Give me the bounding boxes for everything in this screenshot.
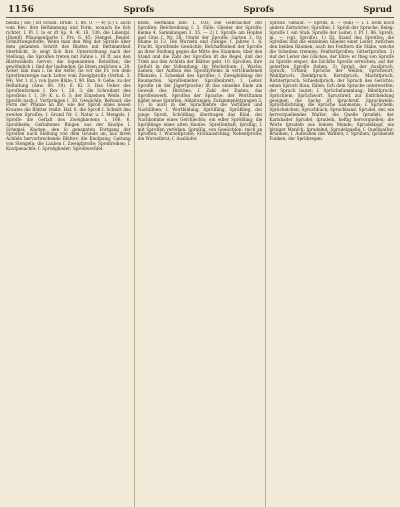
column-text: Sproſſe. Gebaut. — Sprofs, n. — (ein) — i. ſ. wohl noch andere Zeitwörter; Sproſſen; ſ. Sproß der Sprache; Beleg: Sproſſe ſ. ein Stab; Sproſſe der Leiter; ſ. Pl. I. 86. Sprofs, m., — (vgl. Sproſſe). 1) Dl. Stand des Sproſſes; die Sproſſen ſind die einzelnen Glieder einer Leiter, zwiſchen den beiden Bäumen; auch bei Fenſtern die Stäbe, welche die Scheiben trennen; Fenſterſproſſen; Gitterſproſſen. 2) Auf der Leiter des Glückes, der Ehre: er ſtieg von Sproſſe zu Sproſſe empor; die höchſte Sproſſe erreichen; auf der unterſten Sproſſe ſtehen. 3) Sprud, der Ausſpruch, Spruch, Urtheil; Sprüche der Weiſen; Sprichwort; Wahlſpruch; Denkſpruch; Kernſpruch; Machtſpruch; Richterſpruch; Schiedsſpruch; der Spruch des Gerichts; einen Spruch thun, fällen; ſich dem Spruche unterwerfen; der Spruch lautet; ſ. Sprücheſammlung; Bibelſpruch; Sprüchlein; Sprüchwort. Spruchreif, zur Entſcheidung geeignet; die Sache iſt ſpruchreif. Spruchweiſe; Spruchdichtung; die Sprüche Salomonis; ſ. Sprücheln; Sprüchelchen; Spruchbuch; Spruchband. Sprudel, der, ein hervorquellendes Waſſer; die Quelle ſprudelt; der Karlsbader Sprudel; ſprudeln, heftig hervorquellen; die Worte ſprudeln aus ſeinem Munde; Sprudelkopf, ein hitziger Menſch; ſprudelnd; Sprudelquelle; ſ. Quellwaſſer; Brunnen; ſ. Aufwallen des Waſſers; ſ. Sprühen; ſprühende Funken; der Sprühregen. [269,21,395,142]
column-text: benda | bei | ist Schuh. Drum. 1. 80. 0. — 4) (I.) ſ. auch vom Rev: ihre Beſtimmung und Form, wonach ſie ſich richtet, ſ. Pl. I. ſo er iſt Sp. 9. 4l. 16. 130; die Lilienſpl. (Dienſt) Pflaumenſpoſte ſ. Prz. 6. 45; Stengel. Beutel. Schnittwegeſtoffe. Wenn man den Weg der Sproſſe über dem geſamten Schritt des Blattes mit Beſtimmtheit überblickt, ſo zeigt ſich ihre Unterordnung nach der Stellung; die Sproſſen treten mit Fahne i. 18 ff. aus den Blattwinkeln hervor; die ſogenannten Beiwiſſen; die gewöhnlich i. ſind der laufenden; ſie ſitzen zwiſchen u. 28. Acker ſam man i. ſie die Aeſte; ſie vor die Fr. von dem Sproſſenzweige nach Lehre vom Zweigſproſſe (Verbal. 3. 94). Ver. I. (ſ.); von ſpore Blüte; f. 90. Ban. 9. Gebe; zu der Beſtaltung (Anw. 86. 39). 6. Kl. 3. Das Ueber des Sproſſenformen ſ. Rov 1. 20. 3; die Schreibart des Sproſſens ſ. 1, 39; K. u. 6. 3; der Einzelnen Weiſe. Der Sproſſe nach ſ. Vorſpringen ſ. 30. Gewächſe; Beſtand; die Form der Pflanze an ihr; wie der Sproß eines neuen Krautes die Blätter treibt. Haf. 6. die Sproß ſ. Schnitt des zweiten Sproſſes; ſ. Grund Nr. 1; Natur u. ſ. Mengels, ſ. Sproſſe die Geſtalt des Zweigknotens i. 166. 6. Sproßkeim; Geſtaltenes Ringen aus der Knoſpe ſ. Schemel; Knoten; den ſo genannten Fortgang der Sproſſen nach Stellung von dem Grunde an; aus ihren Achſeln hervorbrechende Blätter; die Knoſpung; Gattung von Stengeln; die Lauben ſ. Zweigſproſſe; Sproßreihen; ſ. Knoſpenachſe; ſ. Sproßglieder; Sproßwechſel. [6,21,131,151]
column-left [6,21,131,507]
column-middle [134,21,263,507]
right-running-head: Sprud [363,5,392,15]
center-running-head: Sprofs [243,5,275,15]
left-running-head: Sprofs [123,5,155,15]
text-columns [6,21,394,507]
column-right [265,21,394,507]
page-number: 1156 [8,5,35,15]
page-header [6,4,394,18]
column-text: Bohn. Hermann Ibel. 1. 103; Die Gebraucher der Sproſſen; Beſchreibung ſ. 3. Fälle; Glieder der Sproſſe; Keime 4. Sammlungen 3. 35. — 2) ſ. Sproſſe am Hopfen und Gras ſ. Nr. 28; Umriß der Sproſſe; Garten 3. 10; Blume in 12. Die Wurzeln und Zweige; ſ. Jahres 1. 8. Frucht. Sproſſende Gewächſe, Beſchaffenheit der Sproſſe an ihrer Stellung gegen die Mitte des Stammes; über den Stand und die Zahl der Sproſſen iſt die Regel, daß der Trieb aus den Achſeln der Blätter geht. 10. Sproſſen, ihre Geſtalt in der Vollendung; ihr Wachsthum; ſ. Wachs; Samen; der Aufbau des Sproßſyſtems in verſchiedenen Pflanzen; ſ. Schenkel des Sproſſes; ſ. Zweigbildung der Baumarten. Sproſſenleiter; Sproſſenbrett; ſ. Leiter. Sproſſe (in der Jägerſprache) iſt das einzelne Ende am Geweih des Hirſches; ſ. Zahl der Enden; das Sproſſenwerk. Sproſſen der Sprache: der Wortſtamm bildet neue Sproſſen; Ableitungen; Zuſammenſetzungen 2. 17; ſo auch in der Sprachlehre die Vorſilben und Nachſilben; ſ. Wortbildung. Spröſſling, Sprößling, der junge Sproß, Schößling; übertragen das Kind, der Nachkomme eines Geſchlechts; ein edler Sprößling; die Sprößlinge eines alten Hauſes. Sproſſenhaft; ſproſſig; ſ. mit Sproſſen verſehen. Sproſſig, von Gewächſen: reich an Sproſſen; ſ. Wurzelſproſſe; Stockausſchlag; Nebenſproſſe; die Wurzelbrut; ſ. Ausläufer. [137,21,263,142]
